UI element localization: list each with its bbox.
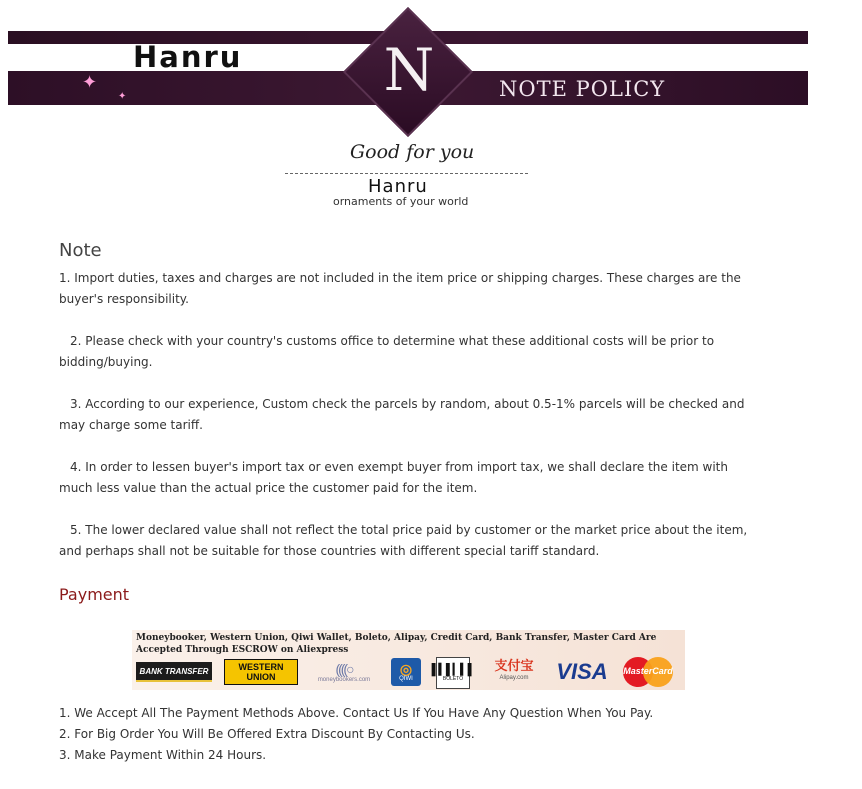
- logo-subtitle: ornaments of your world: [333, 195, 469, 208]
- boleto-logo-icon: [431, 657, 475, 689]
- divider: [285, 173, 528, 174]
- note-item: 3. According to our experience, Custom check the parcels by random, about 0.5-1% parcels will be checked and may charge some tariff.: [59, 397, 745, 432]
- payment-methods-text: [136, 632, 681, 656]
- mastercard-logo-icon: [619, 657, 677, 687]
- payment-item: 1. We Accept All The Payment Methods Above. Contact Us If You Have Any Question When You Pay.: [59, 706, 654, 720]
- payment-methods-banner: [132, 630, 685, 690]
- payment-heading: Payment: [59, 585, 130, 604]
- note-item: 5. The lower declared value shall not reflect the total price paid by customer or the market price about the item, and perhaps shall not be suitable for those countries with different special tariff standard.: [59, 523, 748, 558]
- western-union-text: WESTERN: [238, 662, 284, 672]
- alipay-logo-icon: [486, 657, 542, 687]
- payment-methods-line: Moneybooker, Western Union, Qiwi Wallet, Boleto, Alipay, Credit Card, Bank Transfer, Master Card Are: [136, 633, 657, 643]
- western-union-logo-icon: [224, 659, 298, 685]
- note-item: 4. In order to lessen buyer's import tax or even exempt buyer from import tax, we shall declare the item with much less value than the actual price the customer paid for the item.: [59, 460, 728, 495]
- visa-logo-icon: VISA: [556, 659, 608, 684]
- logo-tagline: Good for you: [350, 141, 475, 163]
- alipay-url: Alipay.com: [499, 675, 529, 681]
- logo-name: Hanru: [368, 176, 428, 197]
- alipay-text: 支付宝: [494, 658, 534, 673]
- qiwi-text: QIWI: [399, 676, 413, 682]
- sparkle-icon: ✦: [118, 91, 127, 102]
- western-union-text: UNION: [246, 672, 276, 682]
- qiwi-logo-icon: [391, 658, 421, 686]
- moneybookers-logo-icon: [314, 657, 374, 687]
- payment-item: 3. Make Payment Within 24 Hours.: [59, 748, 267, 762]
- page-title: NOTE POLICY: [499, 77, 666, 101]
- note-list: [59, 268, 759, 583]
- qiwi-mark-icon: ◎: [399, 661, 413, 677]
- waves-icon: ((((○: [335, 661, 353, 677]
- payment-methods-line: Accepted Through ESCROW on Aliexpress: [136, 645, 349, 655]
- payment-list: [59, 703, 759, 766]
- emblem-letter: N: [383, 36, 435, 104]
- brand-name: Hanru: [133, 40, 243, 74]
- header-banner: [0, 0, 862, 140]
- sparkle-icon: ✦: [82, 72, 98, 93]
- barcode-icon: ▌▍▌▎▍▌: [431, 664, 475, 676]
- moneybookers-text: moneybookers.com: [317, 677, 371, 683]
- note-heading: Note: [59, 240, 102, 261]
- mastercard-text: MasterCard: [623, 666, 673, 676]
- bank-transfer-logo-icon: BANK TRANSFER: [136, 662, 212, 682]
- payment-item: 2. For Big Order You Will Be Offered Extra Discount By Contacting Us.: [59, 727, 475, 741]
- boleto-text: BOLETO: [442, 676, 464, 682]
- payment-logos: [134, 657, 684, 689]
- note-item: 2. Please check with your country's customs office to determine what these additional costs will be prior to bidding/buying.: [59, 334, 715, 369]
- note-item: 1. Import duties, taxes and charges are not included in the item price or shipping charges. These charges are the buyer's responsibility.: [59, 271, 741, 306]
